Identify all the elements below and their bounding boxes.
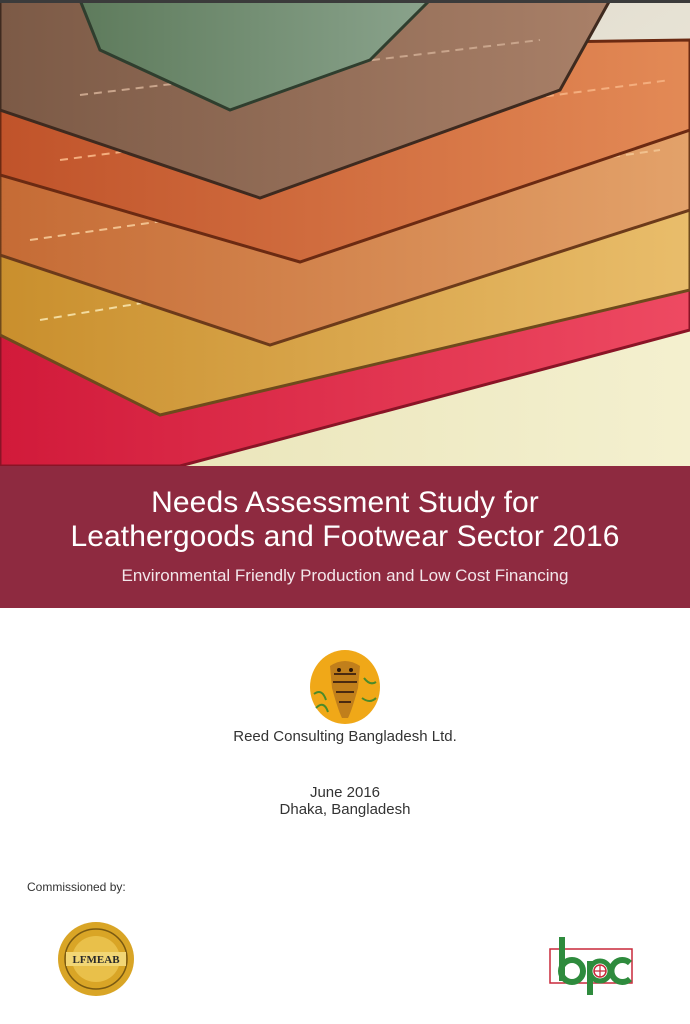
- commissioned-by-label: Commissioned by:: [27, 880, 126, 894]
- lfmeab-seal-icon: [56, 920, 136, 998]
- leather-swatches-illustration: [0, 0, 690, 466]
- report-title-line-1: Needs Assessment Study for: [151, 486, 539, 519]
- publication-place: Dhaka, Bangladesh: [279, 801, 411, 818]
- report-title-line-2: Leathergoods and Footwear Sector 2016: [70, 520, 620, 553]
- title-band: [0, 466, 690, 608]
- tiger-logo-icon: [308, 648, 382, 726]
- publisher-name: Reed Consulting Bangladesh Ltd.: [233, 728, 457, 745]
- report-subtitle: Environmental Friendly Production and Low Cost Financing: [121, 566, 569, 585]
- lfmeab-logo-text: LFMEAB: [72, 954, 120, 966]
- bpc-logo-icon: [546, 935, 636, 997]
- publication-date: June 2016: [309, 784, 381, 801]
- cover-photo-leather-swatches: [0, 0, 690, 466]
